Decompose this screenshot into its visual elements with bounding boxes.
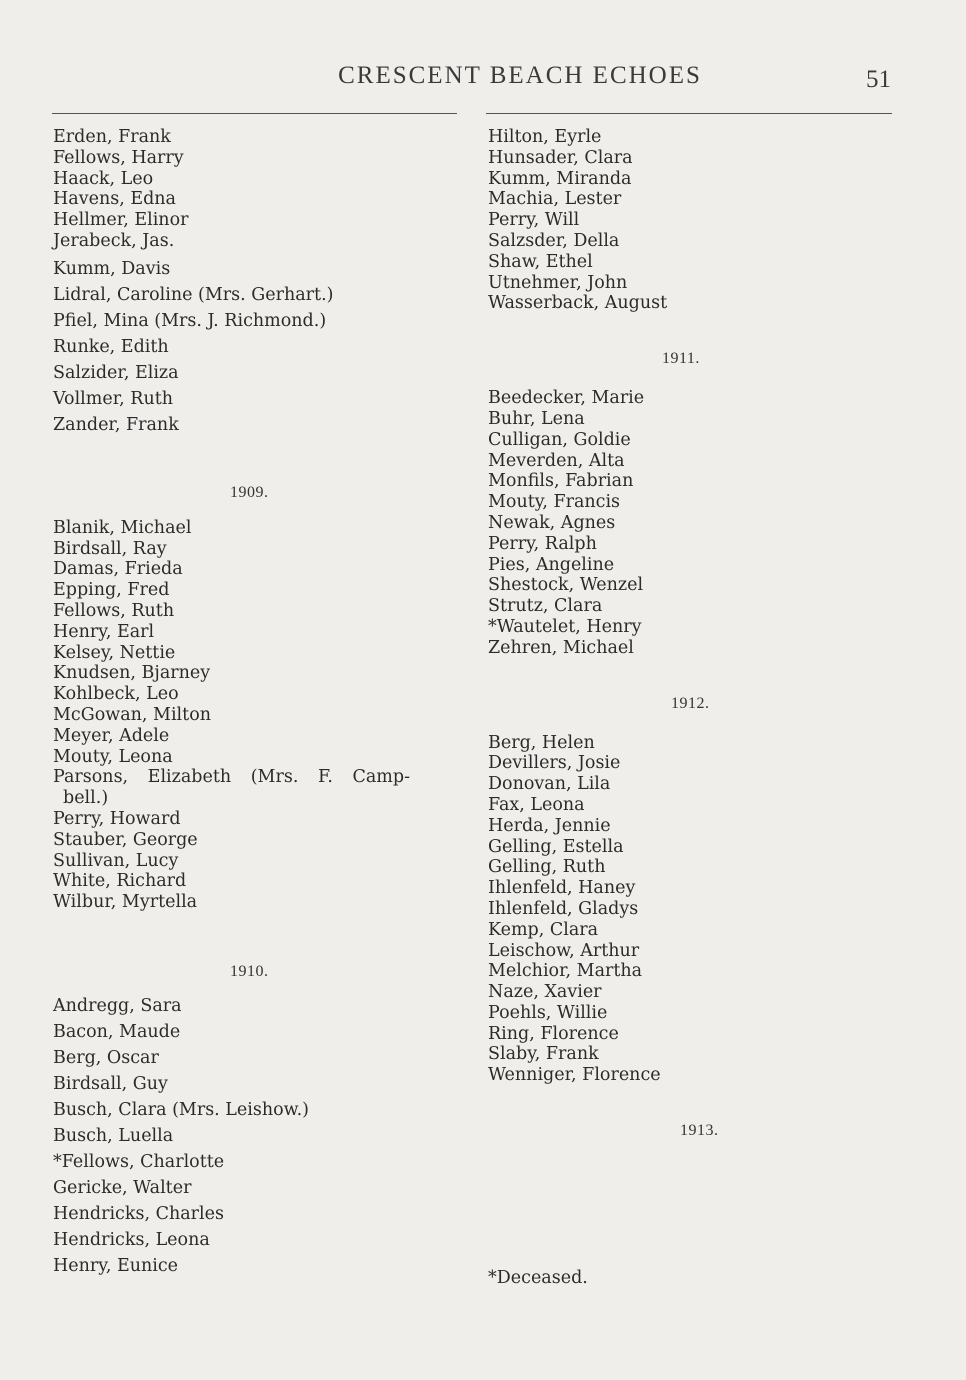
list-item: Leischow, Arthur (488, 940, 640, 961)
list-item: Perry, Ralph (488, 533, 597, 554)
list-item: Lidral, Caroline (Mrs. Gerhart.) (53, 284, 334, 305)
list-item: Monfils, Fabrian (488, 471, 634, 492)
list-item: Beedecker, Marie (488, 388, 645, 409)
list-item: Wilbur, Myrtella (53, 892, 198, 913)
year-heading-1912: 1912. (671, 694, 710, 712)
list-item: Perry, Will (488, 210, 580, 231)
list-item: Erden, Frank (53, 127, 171, 147)
list-item: Mouty, Leona (53, 746, 173, 767)
list-item: Slaby, Frank (488, 1044, 599, 1065)
header-rule-right (486, 113, 892, 114)
list-item: Utnehmer, John (488, 272, 628, 293)
list-item: Perry, Howard (53, 808, 181, 829)
list-item: Andregg, Sara (53, 995, 182, 1016)
list-item: Poehls, Willie (488, 1002, 608, 1023)
list-item: Meverden, Alta (488, 450, 625, 471)
list-item: Kelsey, Nettie (53, 642, 176, 663)
year-heading-1910: 1910. (230, 962, 269, 980)
list-item: Runke, Edith (53, 336, 169, 357)
list-item: Kumm, Davis (53, 258, 171, 279)
year-heading-1909: 1909. (230, 483, 269, 501)
list-item: Mouty, Francis (488, 492, 621, 513)
list-item: Ihlenfeld, Gladys (488, 898, 639, 919)
list-item: Fax, Leona (488, 794, 585, 815)
list-item: Berg, Oscar (53, 1047, 159, 1068)
running-header-title: CRESCENT BEACH ECHOES (338, 62, 702, 89)
list-item: Buhr, Lena (488, 408, 585, 429)
list-item: Naze, Xavier (488, 982, 602, 1003)
list-item: Herda, Jennie (488, 815, 611, 836)
list-item: Devillers, Josie (488, 753, 621, 774)
list-item: Busch, Luella (53, 1125, 174, 1146)
class-list-1911 (488, 388, 908, 658)
list-item: Gelling, Ruth (488, 857, 606, 878)
continued-list-b (53, 256, 473, 438)
list-item: Haack, Leo (53, 168, 154, 189)
class-list-1912 (488, 733, 908, 1087)
list-item: Knudsen, Bjarney (53, 663, 211, 684)
list-item: Gericke, Walter (53, 1177, 192, 1198)
deceased-footnote: *Deceased. (488, 1268, 588, 1288)
list-item: Vollmer, Ruth (53, 388, 174, 409)
page-number: 51 (866, 66, 891, 93)
list-item: Bacon, Maude (53, 1021, 181, 1042)
class-list-1910 (53, 993, 473, 1279)
list-item: Zander, Frank (53, 414, 179, 435)
list-item: Wasserback, August (488, 293, 668, 314)
list-item: Salzider, Eliza (53, 362, 179, 383)
header-rule-left (52, 113, 457, 114)
list-item: Hunsader, Clara (488, 147, 633, 168)
list-item: Hendricks, Charles (53, 1203, 224, 1224)
list-item-line: Parsons, Elizabeth (Mrs. F. Camp- (53, 767, 411, 788)
right-column (488, 127, 908, 1140)
list-item: Ihlenfeld, Haney (488, 878, 636, 899)
list-item: Havens, Edna (53, 189, 176, 210)
list-item: Sullivan, Lucy (53, 850, 179, 871)
year-heading-1913: 1913. (680, 1122, 719, 1140)
list-item: Shaw, Ethel (488, 251, 593, 272)
list-item: Damas, Frieda (53, 559, 183, 580)
list-item: Kumm, Miranda (488, 168, 632, 189)
list-item: *Fellows, Charlotte (53, 1151, 225, 1172)
list-item: Wenniger, Florence (488, 1065, 661, 1086)
list-item: Donovan, Lila (488, 774, 611, 795)
list-item-continuation: bell.) (63, 788, 109, 809)
list-item: Melchior, Martha (488, 961, 643, 982)
continued-list-right (488, 127, 908, 314)
list-item: Culligan, Goldie (488, 429, 631, 450)
list-item: Machia, Lester (488, 189, 622, 210)
list-item: Ring, Florence (488, 1023, 619, 1044)
list-item: Pfiel, Mina (Mrs. J. Richmond.) (53, 310, 327, 331)
left-column (53, 127, 473, 1279)
list-item: Salzsder, Della (488, 230, 620, 251)
list-item: White, Richard (53, 871, 187, 892)
list-item: *Wautelet, Henry (488, 616, 642, 637)
list-item: Fellows, Ruth (53, 600, 175, 621)
list-item: Shestock, Wenzel (488, 575, 644, 596)
list-item: Kohlbeck, Leo (53, 684, 179, 705)
list-item: Birdsall, Ray (53, 538, 167, 559)
list-item: Gelling, Estella (488, 836, 624, 857)
list-item: Blanik, Michael (53, 517, 192, 538)
list-item: Hellmer, Elinor (53, 210, 189, 231)
list-item: Pies, Angeline (488, 554, 615, 575)
list-item: Zehren, Michael (488, 637, 634, 658)
continued-list-a (53, 127, 473, 252)
list-item: Busch, Clara (Mrs. Leishow.) (53, 1099, 309, 1120)
list-item: Epping, Fred (53, 580, 170, 601)
list-item: Newak, Agnes (488, 512, 616, 533)
list-item: Berg, Helen (488, 732, 595, 753)
list-item: Hilton, Eyrle (488, 127, 602, 147)
list-item: Strutz, Clara (488, 596, 603, 617)
list-item: Fellows, Harry (53, 147, 184, 168)
list-item: Meyer, Adele (53, 725, 170, 746)
list-item: Henry, Eunice (53, 1255, 179, 1276)
list-item-wrapped (53, 767, 458, 809)
list-item: Hendricks, Leona (53, 1229, 210, 1250)
list-item: Henry, Earl (53, 621, 155, 642)
year-heading-1911: 1911. (662, 350, 700, 368)
list-item: McGowan, Milton (53, 704, 211, 725)
class-list-1909 (53, 518, 473, 913)
list-item: Jerabeck, Jas. (53, 230, 175, 251)
list-item: Birdsall, Guy (53, 1073, 168, 1094)
list-item: Stauber, George (53, 829, 198, 850)
list-item: Kemp, Clara (488, 919, 599, 940)
